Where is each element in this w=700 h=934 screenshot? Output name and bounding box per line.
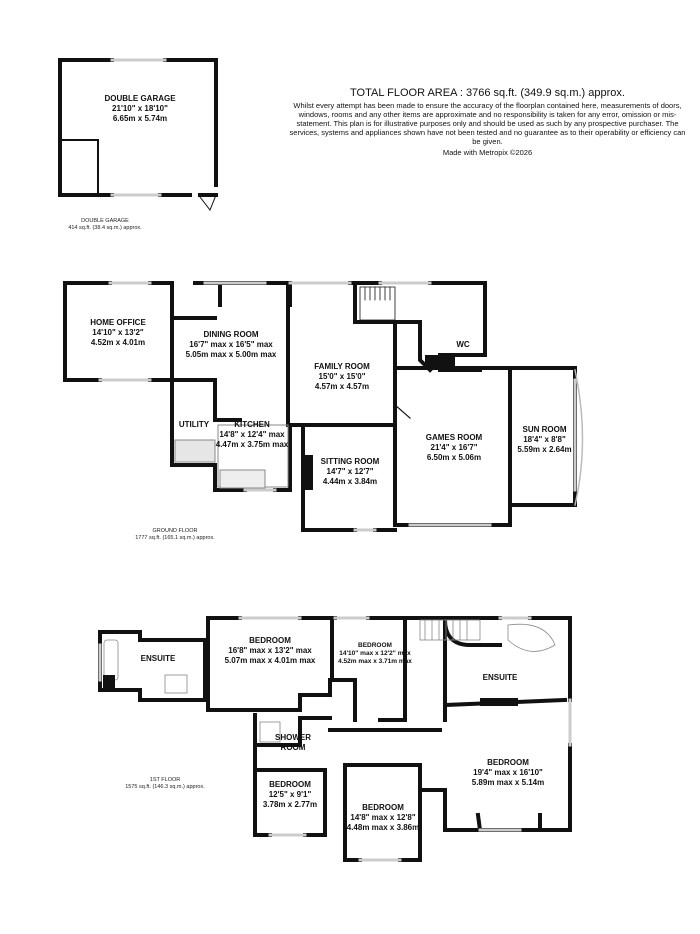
garage-floor-caption: DOUBLE GARAGE 414 sq.ft. (38.4 sq.m.) approx. [68, 218, 142, 231]
made-with: Made with Metropix ©2026 [442, 148, 533, 157]
room-label-home-office: HOME OFFICE 14'10" x 13'2" 4.52m x 4.01m [90, 318, 146, 347]
room-label-dining-room: DINING ROOM 16'7" max x 16'5" max 5.05m max x 5.00m max [185, 330, 277, 359]
room-label-bedroom-1: BEDROOM 16'8" max x 13'2" max 5.07m max x 4.01m max [224, 636, 316, 665]
room-label-kitchen: KITCHEN 14'8" x 12'4" max 4.47m x 3.75m max [215, 420, 289, 449]
room-label-games-room: GAMES ROOM 21'4" x 16'7" 6.50m x 5.06m [425, 433, 483, 462]
room-label-shower-room: SHOWER ROOM [275, 733, 311, 752]
floorplan-header [285, 87, 690, 157]
room-label-sitting-room: SITTING ROOM 14'7" x 12'7" 4.44m x 3.84m [320, 457, 380, 486]
room-label-ensuite-east: ENSUITE [482, 673, 518, 682]
room-label-bedroom-5: BEDROOM 14'8" max x 12'8" 4.48m max x 3.86m [346, 803, 420, 832]
garage-walls [60, 60, 216, 195]
room-label-family-room: FAMILY ROOM 15'0" x 15'0" 4.57m x 4.57m [314, 362, 370, 391]
room-label-bedroom-2: BEDROOM 14'10" max x 12'2" max 4.52m max x 3.71m max [338, 642, 412, 665]
disclaimer: Whilst every attempt has been made to ensure the accuracy of the floorplan contained here, measurements of doors, windows, rooms and any other items are approximate and no responsibility is taken for any error, omission or mis-statement. This plan is for illustrative purposes only and should be used as such by any prospective purchaser. The services, systems and appliances shown have not been tested and no guarantee as to their operability or efficiency can be given. [289, 101, 686, 146]
room-label-ensuite-west: ENSUITE [140, 654, 176, 663]
room-label-double-garage: DOUBLE GARAGE 21'10" x 18'10" 6.65m x 5.74m [104, 94, 176, 123]
total-floor-area: TOTAL FLOOR AREA : 3766 sq.ft. (349.9 sq.m.) approx. [350, 87, 625, 99]
room-label-bedroom-master: BEDROOM 19'4" max x 16'10" 5.89m max x 5.14m [471, 758, 545, 787]
room-label-wc: WC [456, 340, 470, 349]
room-label-bedroom-4: BEDROOM 12'5" x 9'1" 3.78m x 2.77m [262, 780, 318, 809]
room-label-utility: UTILITY [178, 420, 210, 429]
first-floor-caption: 1ST FLOOR 1575 sq.ft. (146.3 sq.m.) approx. [125, 777, 205, 790]
room-label-sun-room: SUN ROOM 18'4" x 8'8" 5.59m x 2.64m [517, 425, 572, 454]
ground-floor-caption: GROUND FLOOR 1777 sq.ft. (165.1 sq.m.) approx. [135, 528, 215, 541]
